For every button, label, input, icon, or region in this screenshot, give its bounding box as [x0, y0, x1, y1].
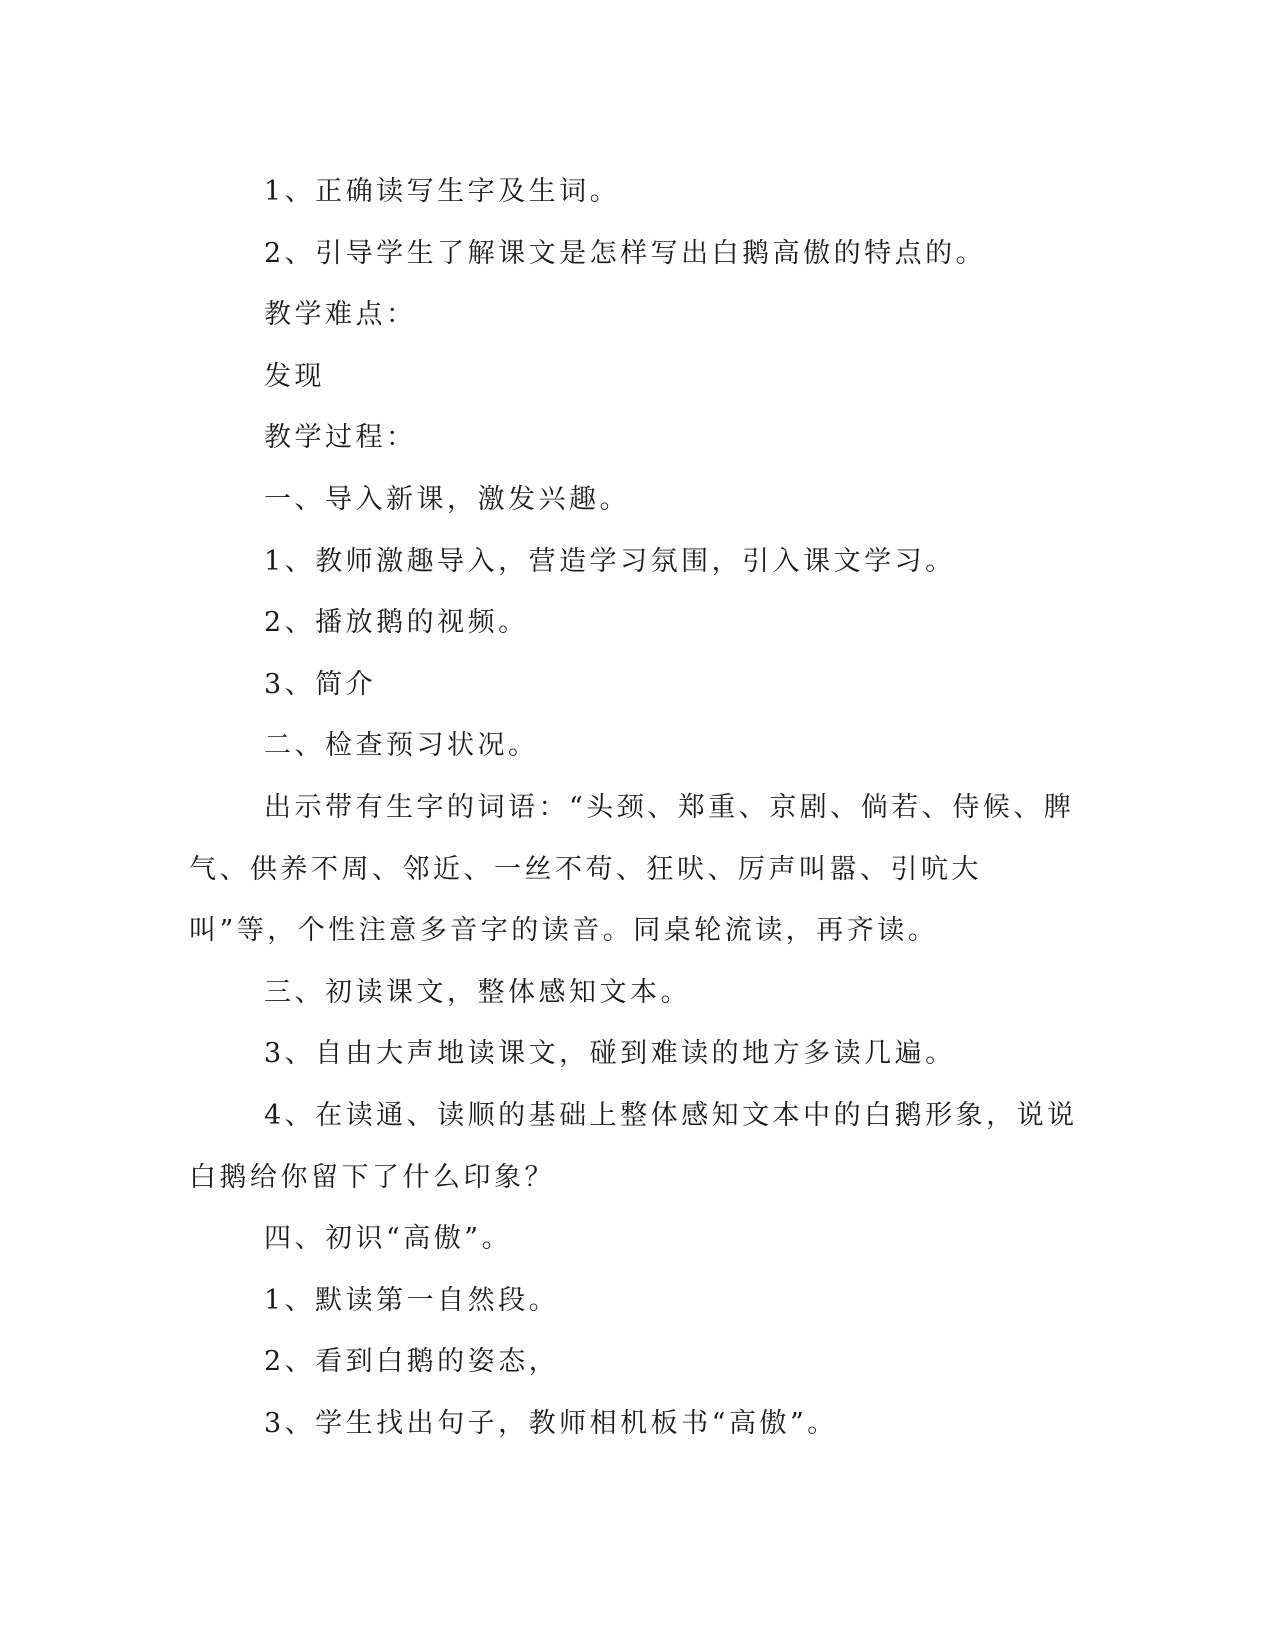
section-heading-2: 二、检查预习状况。 — [264, 730, 539, 762]
list-item: 3、自由大声地读课文，碰到难读的地方多读几遍。 — [264, 1038, 956, 1070]
paragraph-objective-2: 2、引导学生了解课文是怎样写出白鹅高傲的特点的。 — [264, 237, 987, 269]
list-item: 1、默读第一自然段。 — [264, 1284, 560, 1316]
list-item: 4、在读通、读顺的基础上整体感知文本中的白鹅形象，说说白鹅给你留下了什么印象？ — [189, 1099, 1078, 1193]
heading-teaching-process: 教学过程： — [264, 422, 417, 454]
list-item: 1、教师激趣导入，营造学习氛围，引入课文学习。 — [264, 545, 956, 577]
list-item: 3、学生找出句子，教师相机板书“高傲”。 — [264, 1407, 838, 1439]
section-heading-4: 四、初识“高傲”。 — [264, 1223, 513, 1255]
heading-teaching-difficulty: 教学难点： — [264, 299, 417, 331]
list-item: 2、看到白鹅的姿态， — [264, 1346, 560, 1378]
list-item: 2、播放鹅的视频。 — [264, 607, 529, 639]
paragraph-difficulty: 发现 — [264, 360, 325, 392]
paragraph-objective-1: 1、正确读写生字及生词。 — [264, 176, 621, 207]
list-item: 3、简介 — [264, 668, 377, 700]
section-heading-3: 三、初读课文，整体感知文本。 — [264, 976, 691, 1008]
paragraph-vocabulary: 出示带有生字的词语：“头颈、郑重、京剧、倘若、侍候、脾气、供养不周、邻近、一丝不苟、狂吠、厉声叫嚣、引吭大叫”等，个性注意多音字的读音。同桌轮流读，再齐读。 — [189, 791, 1075, 947]
document-body — [189, 161, 1079, 1454]
section-heading-1: 一、导入新课，激发兴趣。 — [264, 483, 630, 515]
